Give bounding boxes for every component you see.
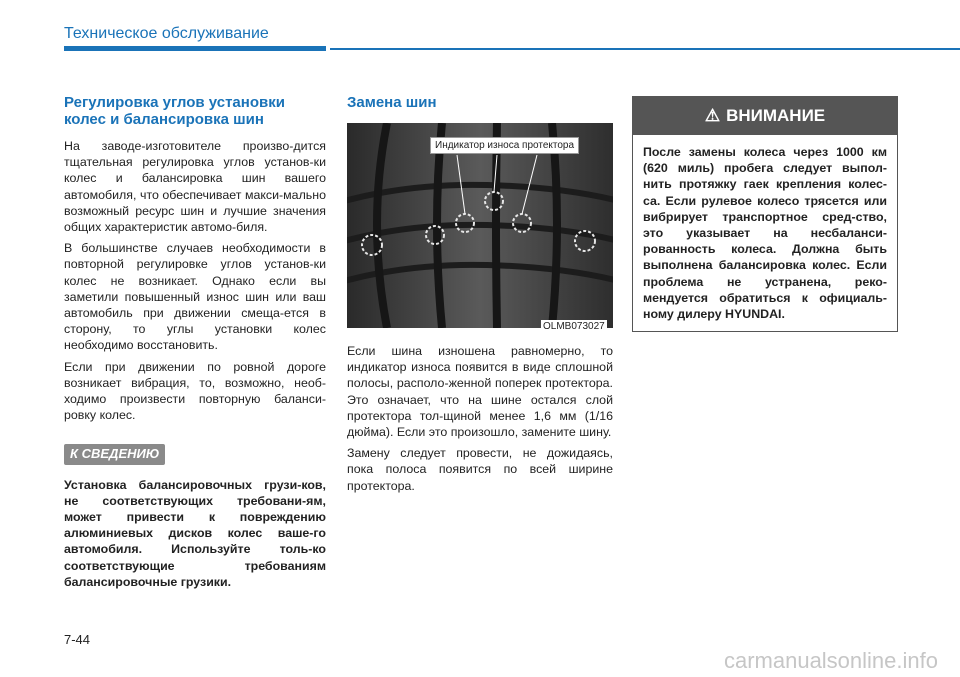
middle-column bbox=[347, 94, 613, 121]
header-rule-thin bbox=[330, 48, 960, 50]
section-title: Техническое обслуживание bbox=[64, 25, 269, 42]
warning-header bbox=[633, 97, 897, 135]
watermark: carmanualsonline.info bbox=[723, 648, 938, 673]
figure-code: OLMB073027 bbox=[543, 321, 605, 332]
warning-title: ВНИМАНИЕ bbox=[726, 106, 826, 125]
tire-paragraph-2: Замену следует провести, не дожидаясь, пока полоса появится по всей ширине протектора. bbox=[347, 446, 613, 493]
left-column bbox=[64, 94, 326, 595]
page-number: 7-44 bbox=[64, 632, 91, 647]
info-text: Установка балансировочных грузи-ков, не соответствующих требовани-ям, может привести к повреждению алюминиевых дисков колес ваше-го автомобиля. Используйте толь-ко соответствующие требованиям балансировочные грузики. bbox=[64, 477, 326, 589]
header-rule-bold bbox=[64, 46, 326, 51]
alignment-paragraph-1: На заводе-изготовителе произво-дится тщательная регулировка углов установ-ки колес и балансировка шин вашего автомобиля, что обеспечивает макси-мально возможный ресурс шин и лучшие значения общих характеристик автомо-биля. bbox=[64, 139, 326, 235]
info-badge: К СВЕДЕНИЮ bbox=[64, 444, 165, 464]
warning-box bbox=[632, 96, 898, 332]
tire-paragraph-1: Если шина изношена равномерно, то индикатор износа появится в виде сплошной полосы, располо-женной поперек протектора. Это означает, что на шине остался слой протектора тол-щиной менее 1,6 мм (1/16 дюйма). Если это произошло, замените шину. bbox=[347, 344, 613, 440]
alignment-heading: Регулировка углов установки колес и балансировка шин bbox=[64, 94, 285, 128]
warning-triangle-icon: ⚠ bbox=[704, 106, 721, 125]
middle-text bbox=[347, 343, 613, 499]
tire-replacement-heading: Замена шин bbox=[347, 94, 437, 111]
wear-indicator-label: Индикатор износа протектора bbox=[430, 137, 579, 154]
alignment-paragraph-2: В большинстве случаев необходимости в повторной регулировке углов установ-ки колес не возникает. Однако если вы заметили повышенный износ шин или ваш автомобиль при движении смеща-ется в сторону, то углы установки колес необходимо восстановить. bbox=[64, 241, 326, 353]
alignment-paragraph-3: Если при движении по ровной дороге возникает вибрация, то, возможно, необ-ходимо произвести повторную баланси-ровку колес. bbox=[64, 359, 326, 423]
warning-text: После замены колеса через 1000 км (620 миль) пробега следует выпол-нить протяжку гаек крепления колес-са. Если рулевое колесо трясется или вибрирует транспортное сред-ство, это указывает на несбаланси-рованность колеса. Должна быть выполнена балансировка колес. Если проблема не устранена, реко-мендуется обратиться к официаль-ному дилеру HYUNDAI. bbox=[643, 145, 887, 322]
